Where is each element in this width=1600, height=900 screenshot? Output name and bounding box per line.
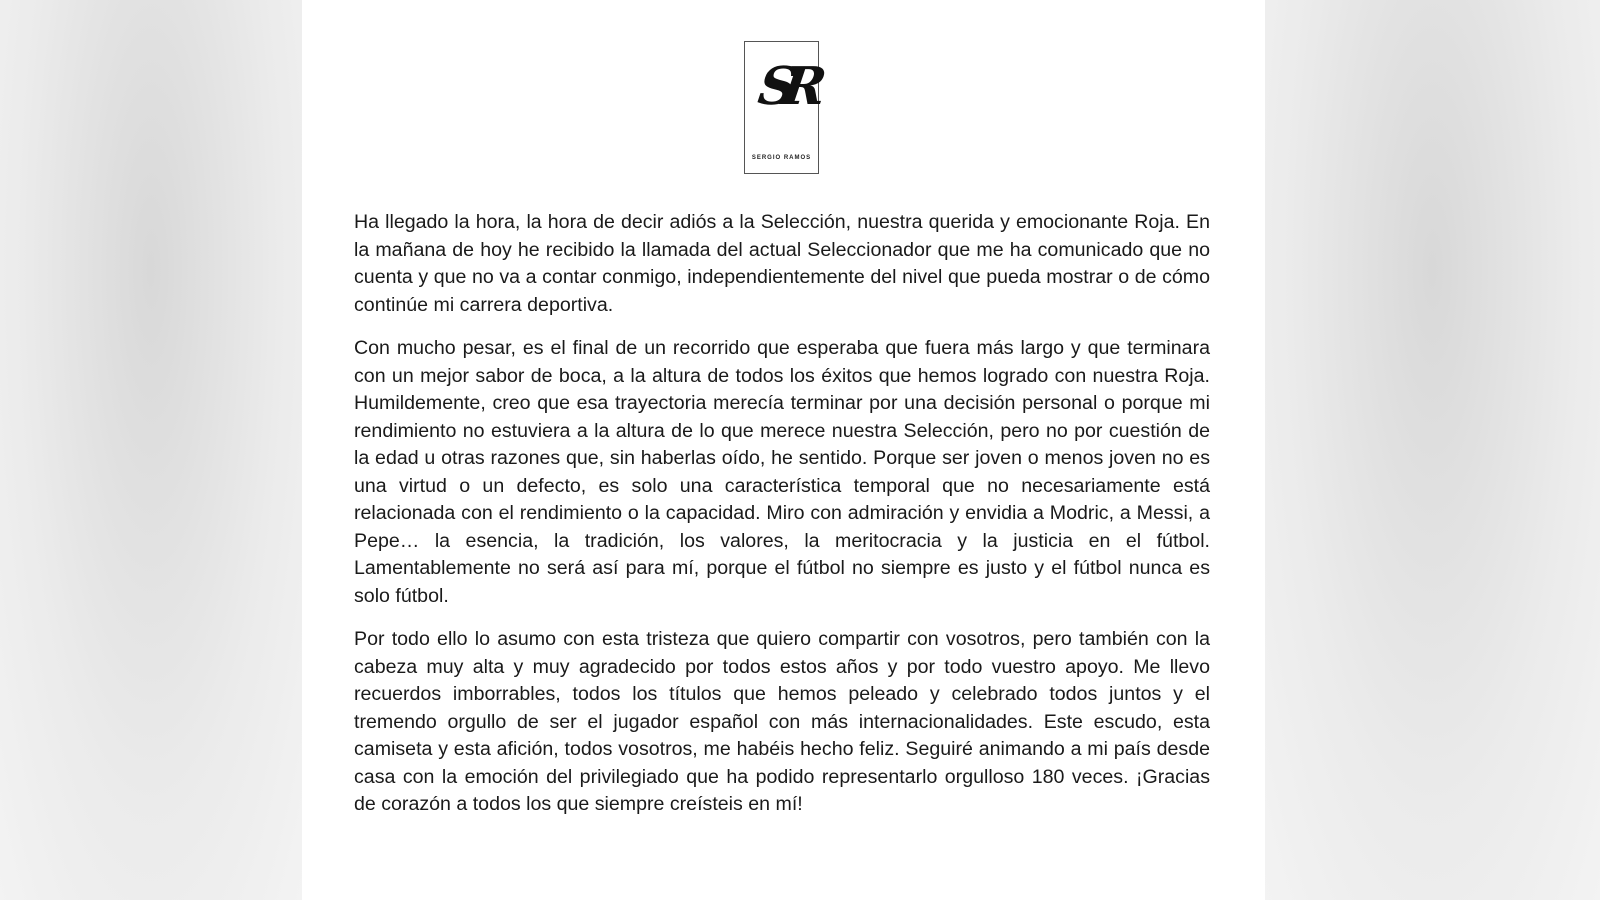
blurred-background-left bbox=[0, 0, 302, 900]
sergio-ramos-logo bbox=[744, 41, 819, 174]
logo-name: SERGIO RAMOS bbox=[751, 155, 812, 161]
blurred-background-right bbox=[1265, 0, 1600, 900]
paragraph-1: Ha llegado la hora, la hora de decir adiós a la Selección, nuestra querida y emocionante Roja. En la mañana de hoy he recibido la llamada del actual Seleccionador que me ha comunicado que no cuenta y que no va a contar conmigo, independientemente del nivel que pueda mostrar o de cómo continúe mi carrera deportiva. bbox=[354, 211, 1210, 316]
letter-page bbox=[302, 0, 1265, 900]
logo-monogram: SR bbox=[754, 56, 817, 117]
letter-body bbox=[354, 209, 1210, 835]
paragraph-3: Por todo ello lo asumo con esta tristeza que quiero compartir con vosotros, pero también con la cabeza muy alta y muy agradecido por todos estos años y por todo vuestro apoyo. Me llevo recuerdos imborrables, todos los títulos que hemos peleado y celebrado todos juntos y el tremendo orgullo de ser el jugador español con más internacionalidades. Este escudo, esta camiseta y esta afición, todos vosotros, me habéis hecho feliz. Seguiré animando a mi país desde casa con la emoción del privilegiado que ha podido representarlo orgulloso 180 veces. ¡Gracias de corazón a todos los que siempre creísteis en mí! bbox=[354, 628, 1210, 815]
paragraph-2: Con mucho pesar, es el final de un recorrido que esperaba que fuera más largo y que terminara con un mejor sabor de boca, a la altura de todos los éxitos que hemos logrado con nuestra Roja. Humildemente, creo que esa trayectoria merecía terminar por una decisión personal o porque mi rendimiento no estuviera a la altura de lo que merece nuestra Selección, pero no por cuestión de la edad u otras razones que, sin haberlas oído, he sentido. Porque ser joven o menos joven no es una virtud o un defecto, es solo una característica temporal que no necesariamente está relacionada con el rendimiento o la capacidad. Miro con admiración y envidia a Modric, a Messi, a Pepe… la esencia, la tradición, los valores, la meritocracia y la justicia en el fútbol. Lamentablemente no será así para mí, porque el fútbol no siempre es justo y el fútbol nunca es solo fútbol. bbox=[354, 337, 1210, 607]
